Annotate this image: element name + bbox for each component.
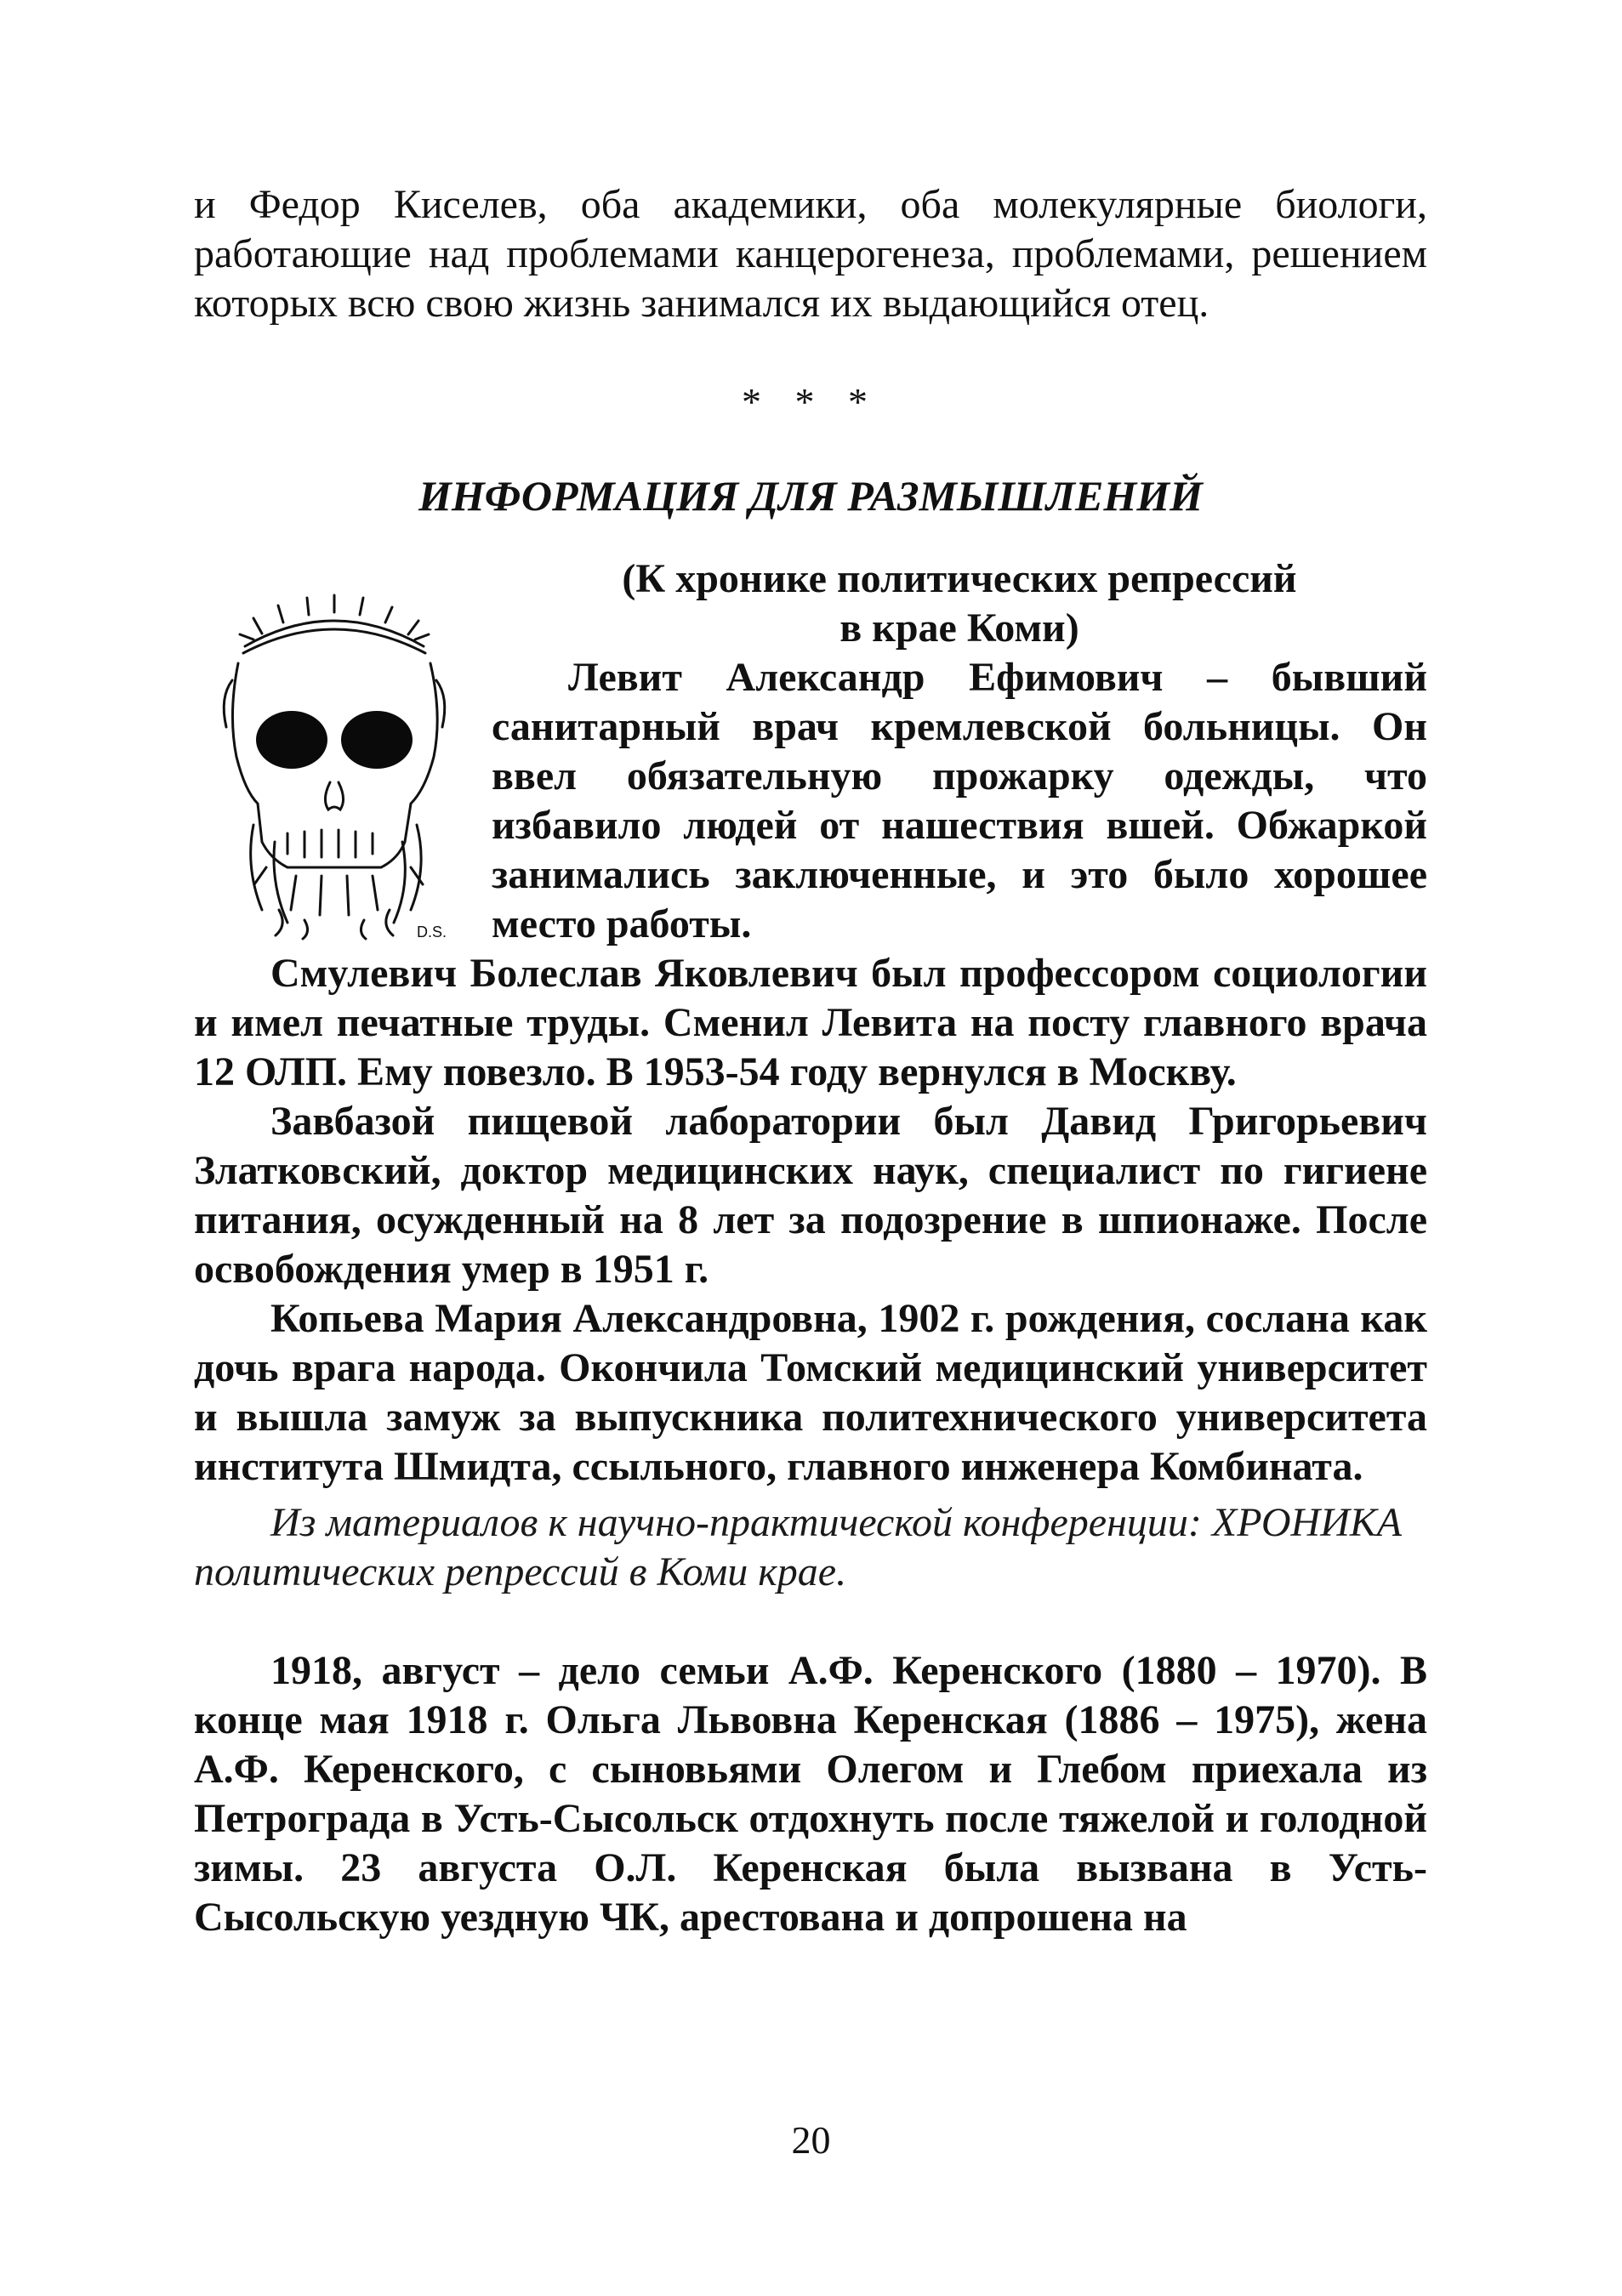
source-note: Из материалов к научно-практической конференции: ХРОНИКА политических репрессий в Коми крае. [194,1500,1403,1594]
paragraph-levit: Левит Александр Ефимович – бывший санитарный врач кремлевской больницы. Он ввел обязательную прожарку одежды, что избавило людей от нашествия вшей. Обжаркой занимались заключенные, и это было хорошее место работы. [492,655,1427,946]
skull-illustration [194,587,475,944]
section-separator: * * * [742,380,879,423]
spacer [194,1597,1427,1646]
page-number: 20 [791,2118,831,2162]
illustration-signature: D.S. [417,924,447,941]
subtitle-line-2: в крае Коми) [839,605,1079,651]
paragraph-kerensky: 1918, август – дело семьи А.Ф. Керенского (1880 – 1970). В конце мая 1918 г. Ольга Львовна Керенская (1886 – 1975), жена А.Ф. Керенского, с сыновьями Олегом и Глебом приехала из Петрограда в Усть-Сысольск отдохнуть после тяжелой и голодной зимы. 23 августа О.Л. Керенская была вызвана в Усть-Сысольскую уездную ЧК, арестована и допрошена на [194,1648,1427,1940]
article-block [194,554,1427,1492]
paragraph-smulevich: Смулевич Болеслав Яковлевич был профессором социологии и имел печатные труды. Сменил Левита на посту главного врача 12 ОЛП. Ему повезло. В 1953-54 году вернулся в Москву. [194,951,1427,1094]
paragraph-zlatkovsky: Завбазой пищевой лаборатории был Давид Григорьевич Златковский, доктор медицинских наук, специалист по гигиене питания, осужденный на 8 лет за подозрение в шпионаже. После освобождения умер в 1951 г. [194,1099,1427,1292]
subtitle-line-1: (К хронике политических репрессий [622,556,1297,601]
paragraph-kopyeva: Копьева Мария Александровна, 1902 г. рождения, сослана как дочь врага народа. Окончила Томский медицинский университет и вышла замуж за выпускника политехнического университета института Шмидта, ссыльного, главного инженера Комбината. [194,1296,1427,1489]
intro-paragraph: и Федор Киселев, оба академики, оба молекулярные биологи, работающие над проблемами канцерогенеза, проблемами, решением которых всю свою жизнь занимался их выдающийся отец. [194,182,1427,326]
page-body [194,180,1427,1942]
section-title: ИНФОРМАЦИЯ ДЛЯ РАЗМЫШЛЕНИЙ [418,472,1204,520]
